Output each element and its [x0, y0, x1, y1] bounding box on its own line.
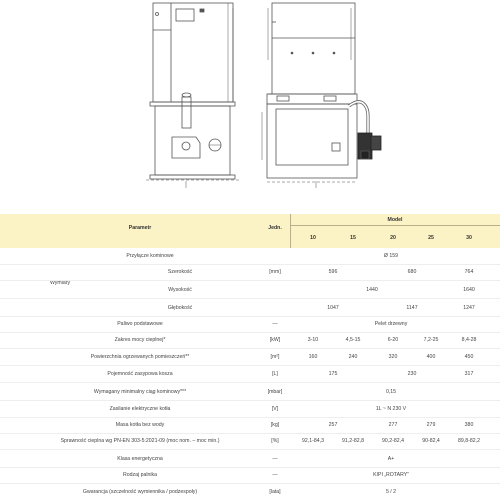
row-value: 596	[328, 269, 338, 275]
row-param: Klasa energetyczna	[117, 456, 163, 462]
row-param: Gwarancja (szczelność wymiennika / podzespoły)	[82, 489, 198, 495]
row-unit: [kg]	[270, 422, 280, 428]
row-separator	[0, 449, 500, 450]
row-separator	[0, 433, 500, 434]
row-param: Rodzaj palnika	[122, 472, 158, 478]
row-unit: [L]	[272, 371, 278, 377]
row-value: 90,2-82,4	[382, 438, 404, 444]
row-value: 0,15	[385, 389, 397, 395]
row-value: 230	[407, 371, 417, 377]
row-value: 277	[388, 422, 398, 428]
row-unit: [V]	[271, 406, 279, 412]
row-value: 6-20	[387, 337, 399, 343]
boiler-technical-drawings	[0, 0, 500, 212]
side-view-drawing	[262, 3, 381, 188]
table-header	[0, 214, 500, 248]
row-param: Wysokość	[168, 287, 192, 293]
row-separator	[0, 417, 500, 418]
row-param: Szerokość	[167, 269, 193, 275]
row-value: KIPI „ROTARY”	[373, 472, 409, 478]
row-param: Paliwo podstawowe	[117, 321, 163, 327]
row-separator	[0, 365, 500, 366]
row-value: 450	[464, 354, 474, 360]
model-10: 10	[310, 235, 316, 241]
group-label-wymiary: Wymiary	[49, 280, 71, 286]
row-separator	[0, 400, 500, 401]
row-separator	[0, 298, 500, 299]
row-unit: —	[272, 321, 278, 327]
row-separator	[0, 382, 500, 383]
row-value: 3-10	[307, 337, 319, 343]
row-separator	[0, 483, 500, 484]
row-unit: [lata]	[269, 489, 281, 495]
row-param: Zakres mocy cieplnej*	[114, 337, 166, 343]
row-param: Powierzchnia ogrzewanych pomieszczeń**	[90, 354, 190, 360]
row-unit: [kW]	[269, 337, 281, 343]
row-unit: [mbar]	[267, 389, 283, 395]
model-15: 15	[350, 235, 356, 241]
row-value: Ø 159	[383, 253, 399, 259]
row-param: Głębokość	[167, 305, 193, 311]
row-value: 8,4-28	[461, 337, 477, 343]
row-value: 380	[464, 422, 474, 428]
row-value: 7,2-25	[423, 337, 439, 343]
row-value: 279	[426, 422, 436, 428]
header-model: Model	[387, 217, 403, 223]
row-value: 4,5-15	[345, 337, 361, 343]
row-value: 1147	[406, 305, 418, 311]
row-param: Sprawność cieplna wg PN-EN 303-5:2021-09 (moc nom. – moc min.)	[60, 438, 220, 444]
row-value: 92,1-84,3	[302, 438, 324, 444]
row-value: 90-82,4	[422, 438, 440, 444]
row-param: Zasilanie elektryczne kotła	[109, 406, 171, 412]
row-value: 680	[407, 269, 417, 275]
model-25: 25	[428, 235, 434, 241]
front-view-drawing	[146, 3, 240, 188]
row-value: 257	[328, 422, 338, 428]
row-value: 5 / 2	[385, 489, 397, 495]
row-value: 1L ~ N 230 V	[375, 406, 407, 412]
row-value: 400	[426, 354, 436, 360]
row-value: 91,2-82,8	[342, 438, 364, 444]
row-param: Pojemność zasypowa kosza	[107, 371, 173, 377]
row-unit: [m²]	[270, 354, 280, 360]
row-value: 240	[348, 354, 358, 360]
row-separator	[0, 264, 500, 265]
row-value: 89,8-82,2	[458, 438, 480, 444]
row-value: 320	[388, 354, 398, 360]
row-unit: [mm]	[269, 269, 281, 275]
row-value: 317	[464, 371, 474, 377]
row-value: 764	[464, 269, 474, 275]
row-value: 1440	[366, 287, 378, 293]
row-separator	[0, 348, 500, 349]
row-value: 175	[328, 371, 338, 377]
row-param: Przyłącze kominowe	[126, 253, 174, 259]
row-param: Masa kotła bez wody	[115, 422, 165, 428]
header-jedn: Jedn.	[268, 225, 282, 231]
row-value: 1247	[463, 305, 475, 311]
model-20: 20	[390, 235, 396, 241]
row-value: A+	[387, 456, 395, 462]
row-value: 160	[308, 354, 318, 360]
row-value: 1047	[327, 305, 339, 311]
row-separator	[0, 316, 500, 317]
row-separator	[0, 467, 500, 468]
model-30: 30	[466, 235, 472, 241]
row-value: 1640	[463, 287, 475, 293]
row-separator	[0, 332, 500, 333]
row-param: Wymagany minimalny ciąg kominowy***	[93, 389, 187, 395]
row-unit: —	[272, 472, 278, 478]
row-unit: [%]	[271, 438, 279, 444]
row-unit: —	[272, 456, 278, 462]
row-value: Pelet drzewny	[374, 321, 408, 327]
header-parametr: Parametr	[128, 225, 152, 231]
row-separator	[0, 280, 500, 281]
